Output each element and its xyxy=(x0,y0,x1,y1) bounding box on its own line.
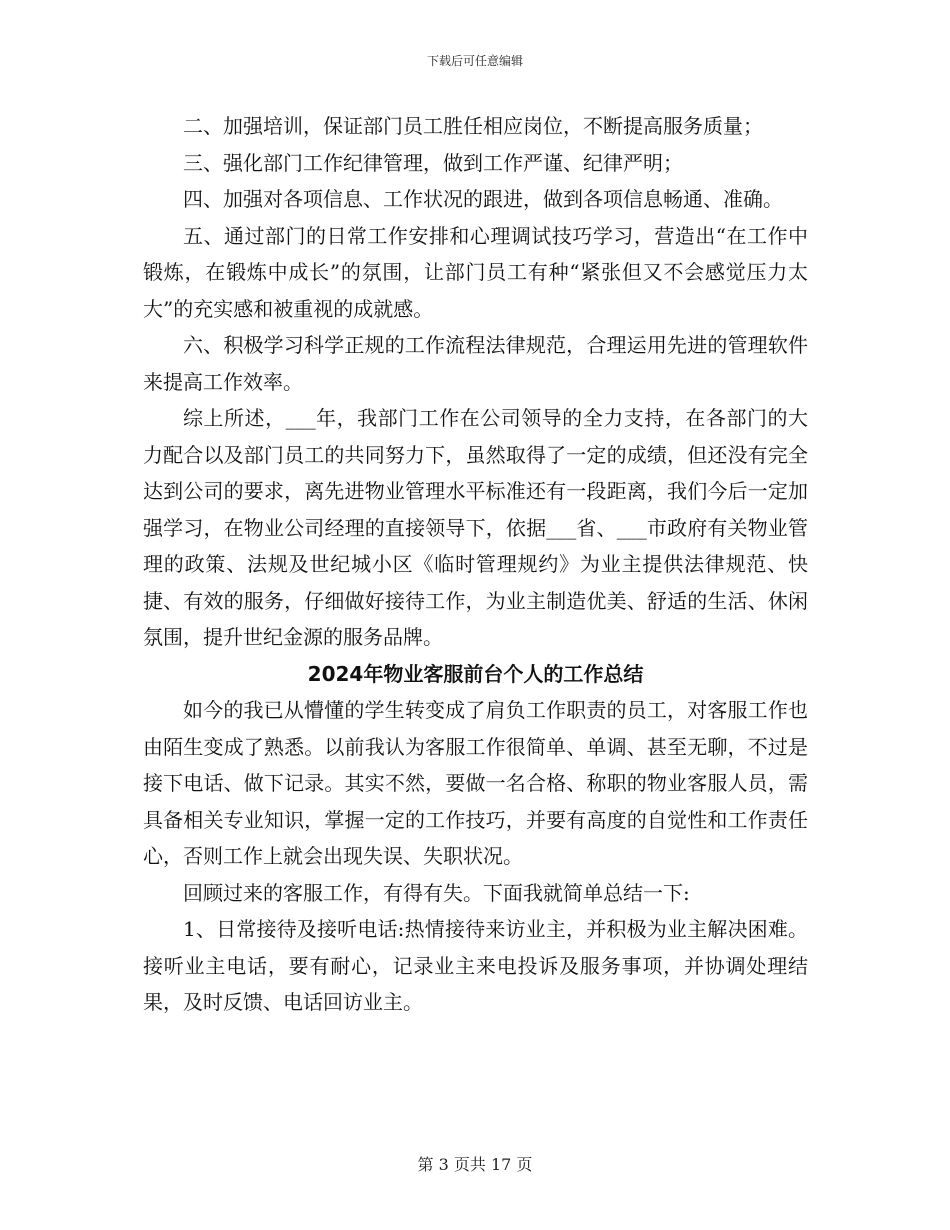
document-body xyxy=(143,108,808,1021)
paragraph-training: 二、加强培训，保证部门员工胜任相应岗位，不断提高服务质量； xyxy=(183,114,763,138)
paragraph-reception: 1、日常接待及接听电话:热情接待来访业主，并积极为业主解决困难。接听业主电话，要有耐心，记录业主来电投诉及服务事项，并协调处理结果，及时反馈、电话回访业主。 xyxy=(143,917,808,1014)
paragraph-discipline: 三、强化部门工作纪律管理，做到工作严谨、纪律严明； xyxy=(183,150,683,175)
paragraph-summary: 综上所述，___年，我部门工作在公司领导的全力支持，在各部门的大力配合以及部门员工的共同努力下，虽然取得了一定的成绩，但还没有完全达到公司的要求，离先进物业管理水平标准还有一段距离，我们今后一定加强学习，在物业公司经理的直接领导下，依据___省、___市政府有关物业管理的政策、法规及世纪城小区《临时管理规约》为业主提供法律规范、快捷、有效的服务，仔细做好接待工作，为业主制造优美、舒适的生活、休闲氛围，提升世纪金源的服务品牌。 xyxy=(143,406,808,649)
section-title: 2024年物业客服前台个人的工作总结 xyxy=(307,661,644,686)
paragraph-review: 回顾过来的客服工作，有得有失。下面我就简单总结一下: xyxy=(183,880,690,905)
page-footer: 第 3 页共 17 页 xyxy=(417,1155,533,1174)
paragraph-information: 四、加强对各项信息、工作状况的跟进，做到各项信息畅通、准确。 xyxy=(183,187,783,211)
paragraph-atmosphere: 五、通过部门的日常工作安排和心理调试技巧学习，营造出“在工作中锻炼，在锻炼中成长”的氛围，让部门员工有种“紧张但又不会感觉压力太大”的充实感和被重视的成就感。 xyxy=(143,223,808,321)
page-header: 下载后可任意编辑 xyxy=(426,54,523,68)
paragraph-workflow: 六、积极学习科学正规的工作流程法律规范，合理运用先进的管理软件来提高工作效率。 xyxy=(143,333,808,394)
paragraph-intro: 如今的我已从懵懂的学生转变成了肩负工作职责的员工，对客服工作也由陌生变成了熟悉。以前我认为客服工作很简单、单调、甚至无聊，不过是接下电话、做下记录。其实不然，要做一名合格、称职的物业客服人员，需具备相关专业知识，掌握一定的工作技巧，并要有高度的自觉性和工作责任心，否则工作上就会出现失误、失职状况。 xyxy=(143,698,808,868)
